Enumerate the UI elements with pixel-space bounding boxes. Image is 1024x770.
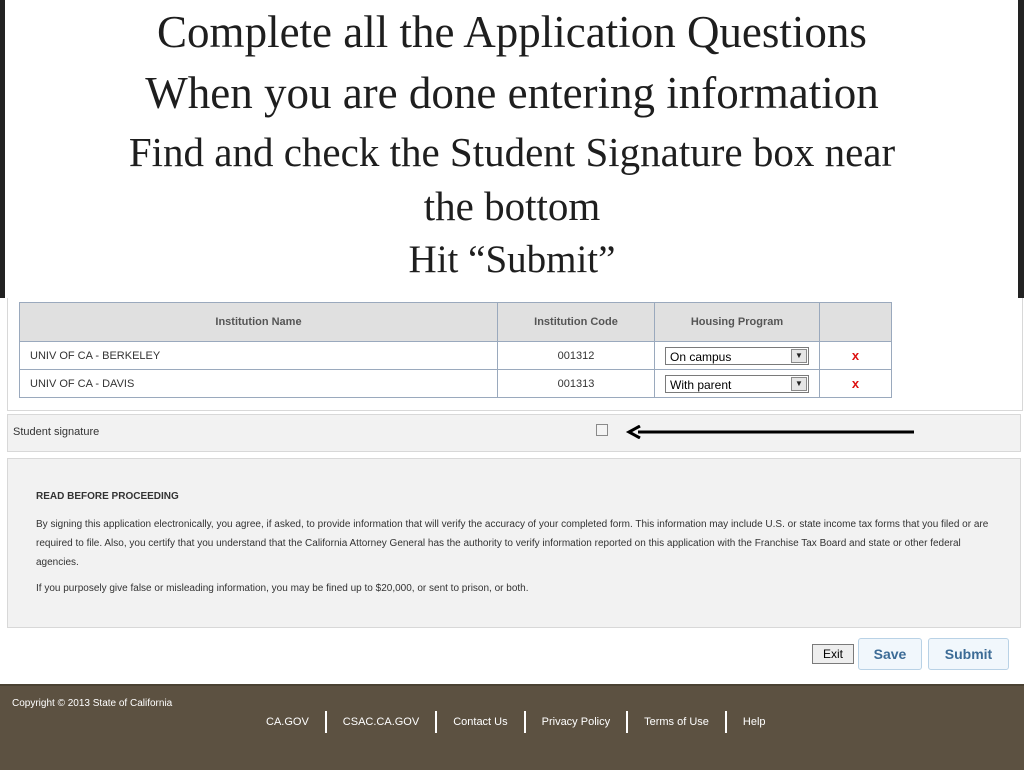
footer-link-privacy-policy[interactable]: Privacy Policy (541, 716, 611, 728)
housing-program-select[interactable] (665, 347, 809, 365)
column-header-institution-code: Institution Code (498, 303, 655, 342)
institutions-table (19, 302, 892, 398)
remove-institution-button[interactable]: x (820, 370, 892, 398)
footer-links (250, 710, 782, 734)
arrow-left-icon (624, 425, 916, 439)
institution-name-cell: UNIV OF CA - DAVIS (20, 370, 498, 398)
remove-institution-button[interactable]: x (820, 342, 892, 370)
housing-program-cell (655, 370, 820, 398)
chevron-down-icon[interactable]: ▼ (791, 377, 807, 391)
institutions-panel (7, 298, 1023, 411)
save-button[interactable]: Save (858, 638, 922, 670)
copyright-text: Copyright © 2013 State of California (12, 698, 173, 709)
slide-title-line-4: the bottom (423, 183, 601, 229)
slide-title-line-1: Complete all the Application Questions (157, 7, 867, 57)
table-row (20, 342, 892, 370)
column-header-remove (820, 303, 892, 342)
exit-button[interactable]: Exit (812, 644, 854, 664)
slide-title-line-5: Hit “Submit” (408, 238, 616, 281)
notice-heading: READ BEFORE PROCEEDING (36, 491, 179, 502)
table-row (20, 370, 892, 398)
student-signature-checkbox[interactable] (596, 424, 608, 436)
footer-link-help[interactable]: Help (742, 716, 766, 728)
slide-title (0, 0, 1024, 288)
footer-link-ca-gov[interactable]: CA.GOV (266, 716, 309, 728)
read-before-proceeding-notice (7, 458, 1021, 628)
student-signature-label: Student signature (13, 426, 100, 438)
footer-link-csac-ca-gov[interactable]: CSAC.CA.GOV (342, 716, 420, 728)
table-header-row (20, 303, 892, 342)
notice-paragraph-2: If you purposely give false or misleading information, you may be fined up to $20,000, or sent to prison, or both. (36, 583, 529, 594)
institution-code-cell: 001312 (498, 342, 655, 370)
submit-button[interactable]: Submit (928, 638, 1009, 670)
application-screenshot (0, 298, 1024, 768)
column-header-institution-name: Institution Name (20, 303, 498, 342)
footer-link-contact-us[interactable]: Contact Us (453, 716, 508, 728)
institution-name-cell: UNIV OF CA - BERKELEY (20, 342, 498, 370)
footer-link-terms-of-use[interactable]: Terms of Use (644, 716, 709, 728)
housing-program-cell (655, 342, 820, 370)
housing-program-value: With parent (670, 377, 732, 392)
notice-paragraph-1: By signing this application electronically, you agree, if asked, to provide information that will verify the accuracy of your completed form. This information may include U.S. or state income tax forms that you filed or are required to file. Also, you certify that you understand that the California Attorney General has the authority to verify information reported on this application with the Franchise Tax Board and state or other federal agencies. (36, 519, 989, 568)
institution-code-cell: 001313 (498, 370, 655, 398)
slide-title-line-2: When you are done entering information (145, 68, 879, 118)
column-header-housing-program: Housing Program (655, 303, 820, 342)
slide-title-line-3: Find and check the Student Signature box near (128, 129, 896, 175)
housing-program-select[interactable] (665, 375, 809, 393)
housing-program-value: On campus (670, 349, 732, 364)
site-footer (0, 684, 1024, 770)
chevron-down-icon[interactable]: ▼ (791, 349, 807, 363)
